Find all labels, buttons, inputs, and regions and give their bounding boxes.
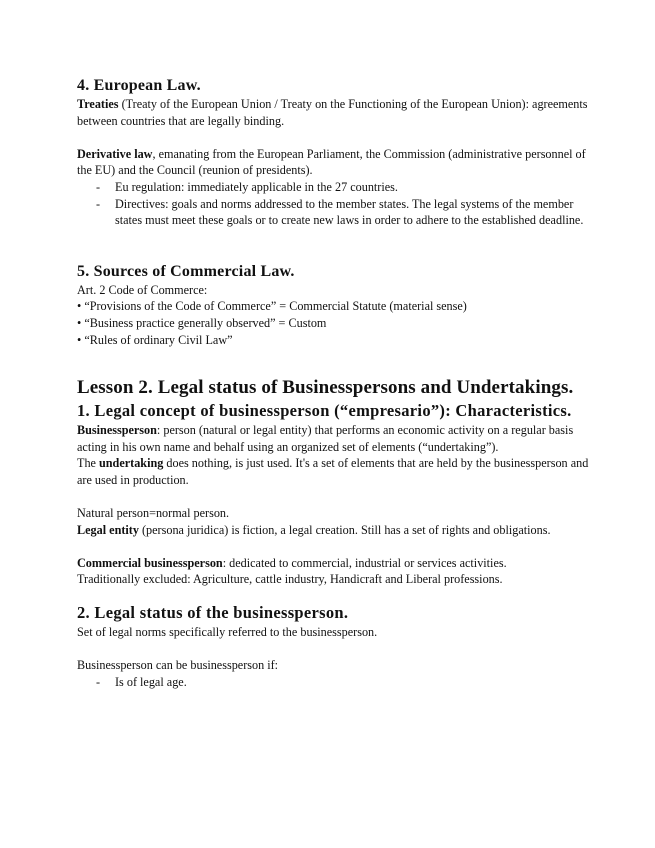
treaties-paragraph (77, 96, 597, 129)
sources-line: • “Rules of ordinary Civil Law” (77, 332, 233, 347)
undertaking-term: undertaking (99, 456, 164, 471)
section-4-heading: 4. European Law. (77, 77, 201, 94)
derivative-law-text: , emanating from the European Parliament, the Commission (administrative personnel of the EU) and the Council (reunion of presidents). (77, 146, 586, 178)
requirements-list (77, 674, 597, 691)
list-item: - Eu regulation: immediately applicable in the 27 countries. (96, 179, 398, 194)
list-item: - Is of legal age. (96, 674, 187, 689)
lesson-2-title: Lesson 2. Legal status of Businesspersons and Undertakings. (77, 377, 574, 399)
sources-line: • “Business practice generally observed” = Custom (77, 315, 327, 330)
businessperson-paragraph: Businessperson: person (natural or legal entity) that performs an economic activity on a regular basis acting in his own name and behalf using an organized set of elements (“undertaking”). (77, 423, 574, 454)
commercial-businessperson-term: Commercial businessperson (77, 555, 223, 570)
businessperson-term: Businessperson (77, 423, 157, 438)
subsection-1-heading: 1. Legal concept of businessperson (“empresario”): Characteristics. (77, 401, 572, 421)
excluded-line: Traditionally excluded: Agriculture, cattle industry, Handicraft and Liberal professions. (77, 572, 503, 587)
undertaking-paragraph: The undertaking does nothing, is just used. It's a set of elements that are held by the businessperson and are used in production. (77, 456, 589, 487)
commercial-businessperson-paragraph: Commercial businessperson: dedicated to commercial, industrial or services activities. (77, 555, 507, 570)
can-be-line: Businessperson can be businessperson if: (77, 658, 279, 673)
eu-law-list (77, 179, 597, 229)
derivative-law-term: Derivative law (77, 146, 153, 161)
sources-line: Art. 2 Code of Commerce: (77, 282, 208, 297)
document-page (77, 76, 597, 690)
legal-norms-line: Set of legal norms specifically referred to the businessperson. (77, 625, 378, 640)
legal-entity-paragraph: Legal entity (persona juridica) is fiction, a legal creation. Still has a set of rights and obligations. (77, 522, 551, 537)
sources-line: • “Provisions of the Code of Commerce” = Commercial Statute (material sense) (77, 299, 467, 314)
list-item: - Directives: goals and norms addressed to the member states. The legal systems of the member states must meet these goals or to create new laws in order to adhere to the established deadline. (96, 196, 584, 228)
subsection-2-heading: 2. Legal status of the businessperson. (77, 603, 349, 623)
section-5-heading: 5. Sources of Commercial Law. (77, 262, 295, 280)
derivative-law-paragraph (77, 146, 597, 179)
treaties-term: Treaties (77, 97, 119, 111)
natural-person-line: Natural person=normal person. (77, 506, 230, 521)
legal-entity-term: Legal entity (77, 522, 139, 537)
treaties-text: (Treaty of the European Union / Treaty on the Functioning of the European Union): agreements between countries that are legally binding. (77, 97, 588, 128)
